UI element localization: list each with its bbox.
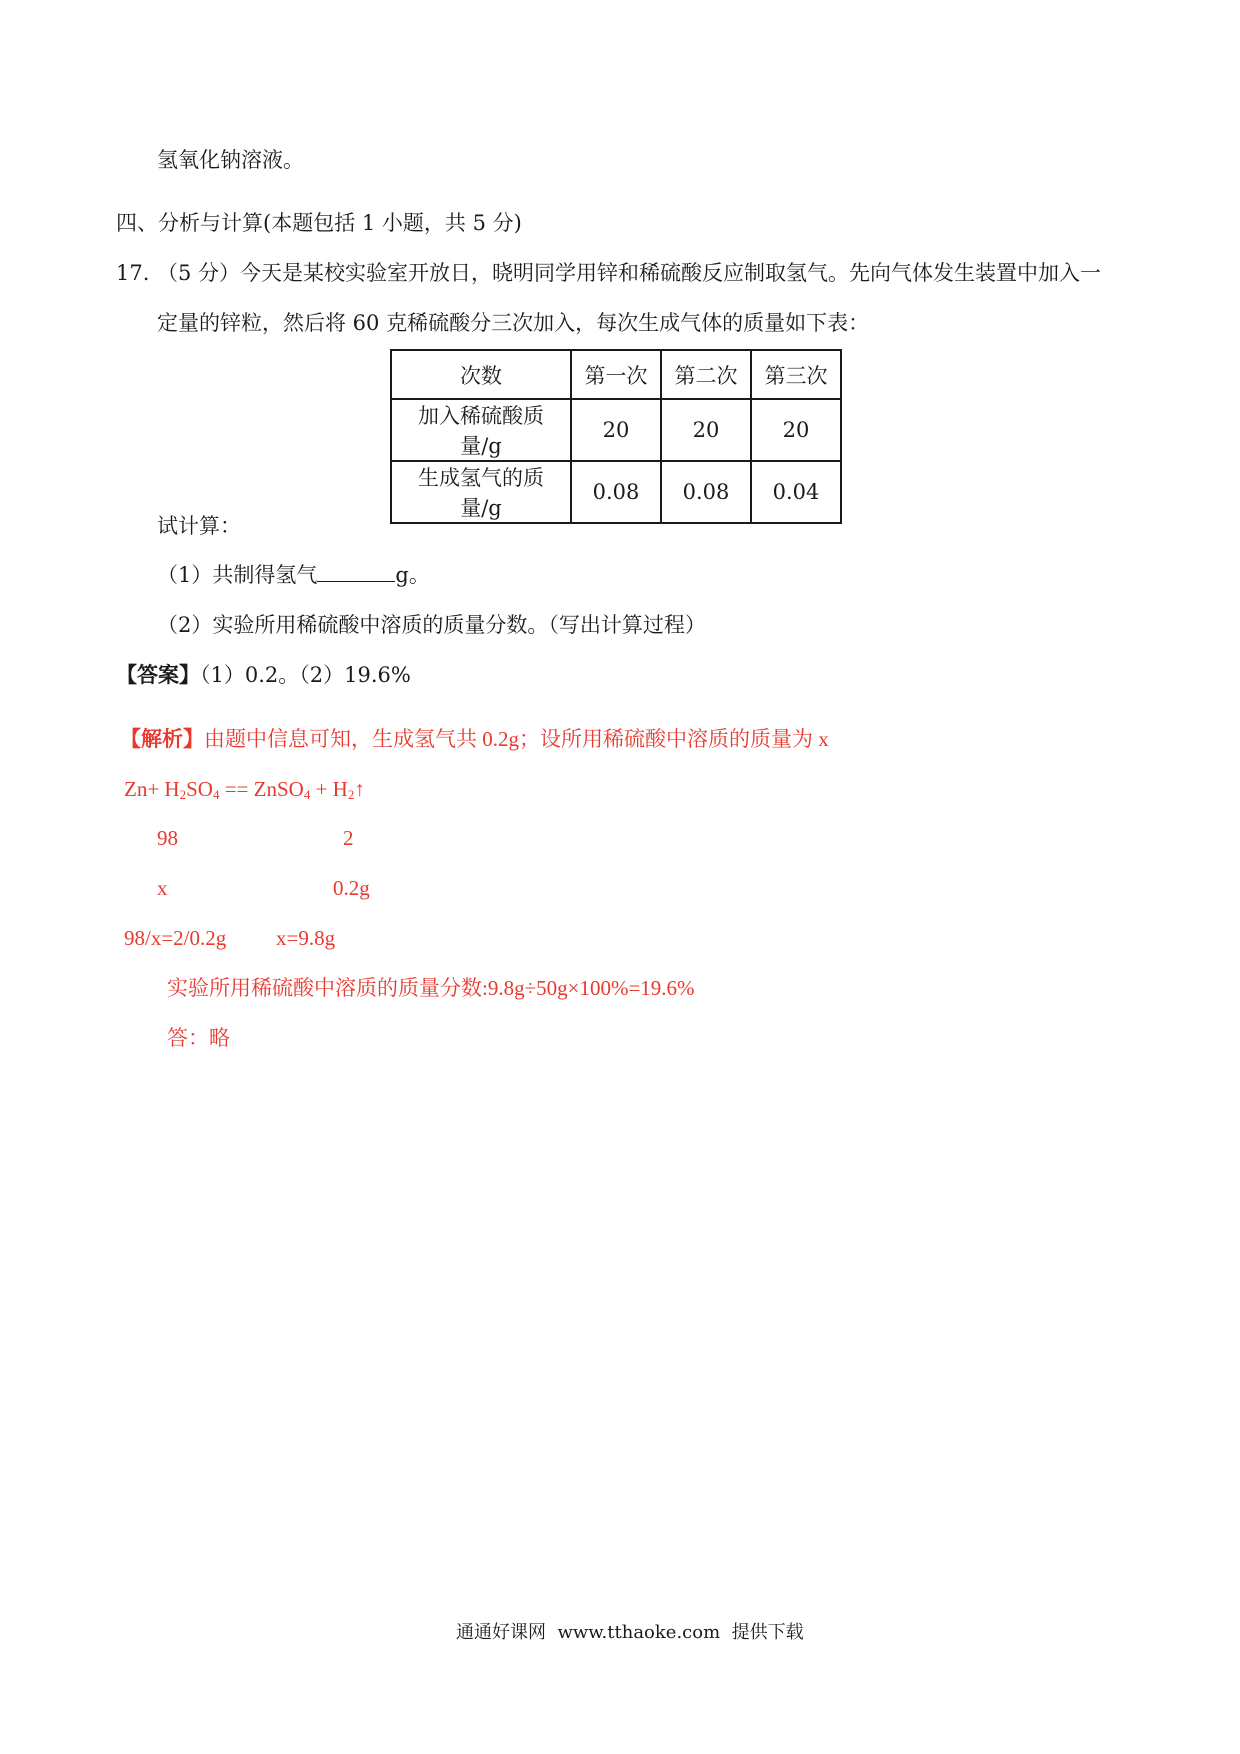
section-heading: 四、分析与计算(本题包括 1 小题，共 5 分) — [116, 211, 522, 235]
table-header-cell: 第一次 — [571, 350, 661, 399]
stoich-row-2-right: 0.2g — [333, 876, 370, 900]
table-header-cell: 次数 — [391, 350, 571, 399]
mass-fraction-line: 实验所用稀硫酸中溶质的质量分数:9.8g÷50g×100%=19.6% — [167, 976, 695, 1000]
equation-subscript: 4 — [303, 787, 311, 802]
equation-part: SO — [186, 777, 213, 801]
table-row — [391, 350, 841, 399]
ratio-result: x=9.8g — [276, 926, 336, 950]
table-row — [391, 461, 841, 523]
answer-blank — [317, 561, 395, 582]
sub-question-1 — [157, 561, 430, 589]
analysis-label: 【解析】 — [120, 727, 204, 751]
question-number: 17. — [116, 261, 150, 285]
table-cell: 20 — [571, 399, 661, 461]
answer-line — [116, 661, 411, 689]
top-line: 氢氧化钠溶液。 — [157, 148, 304, 172]
analysis-line — [120, 725, 829, 753]
equation-subscript: 2 — [347, 787, 355, 802]
table-header-cell: 第二次 — [661, 350, 751, 399]
footer-suffix: 提供下载 — [731, 1622, 804, 1643]
chemical-equation — [124, 775, 365, 809]
data-table — [390, 349, 842, 524]
question-line-1: （5 分）今天是某校实验室开放日，晓明同学用锌和稀硫酸反应制取氢气。先向气体发生装置中加入一 — [157, 261, 1102, 285]
table-row — [391, 399, 841, 461]
stoich-row-2-left: x — [157, 876, 168, 900]
equation-subscript: 4 — [212, 787, 220, 802]
answer-label: 【答案】 — [116, 662, 200, 687]
conclusion-line: 答：略 — [167, 1026, 230, 1050]
calc-prompt: 试计算： — [157, 514, 241, 538]
stoich-row-1-right: 2 — [343, 826, 354, 850]
table-cell: 生成氢气的质量/g — [391, 461, 571, 523]
ratio-equation: 98/x=2/0.2g — [124, 926, 227, 950]
table-header-cell: 第三次 — [751, 350, 841, 399]
table-cell: 0.08 — [661, 461, 751, 523]
answer-text: （1）0.2。（2）19.6% — [200, 663, 411, 687]
analysis-intro: 由题中信息可知，生成氢气共 0.2g；设所用稀硫酸中溶质的质量为 x — [204, 727, 829, 751]
table-cell: 0.08 — [571, 461, 661, 523]
up-arrow-icon: ↑ — [354, 777, 365, 801]
stoich-row-1-left: 98 — [157, 826, 178, 850]
table-cell: 0.04 — [751, 461, 841, 523]
sub-question-1-prefix: （1）共制得氢气 — [157, 563, 318, 587]
equation-part: Zn+ H — [124, 777, 180, 801]
question-line-2: 定量的锌粒，然后将 60 克稀硫酸分三次加入，每次生成气体的质量如下表： — [157, 311, 870, 335]
footer-site-name: 通通好课网 — [456, 1622, 546, 1643]
equation-part: == ZnSO — [219, 777, 304, 801]
table-cell: 加入稀硫酸质量/g — [391, 399, 571, 461]
footer-url[interactable]: www.tthaoke.com — [557, 1622, 721, 1643]
sub-question-1-suffix: g。 — [395, 563, 430, 587]
table-cell: 20 — [751, 399, 841, 461]
sub-question-2: （2）实验所用稀硫酸中溶质的质量分数。（写出计算过程） — [157, 613, 706, 637]
equation-part: + H — [310, 777, 348, 801]
footer — [456, 1618, 804, 1644]
table-cell: 20 — [661, 399, 751, 461]
equation-subscript: 2 — [179, 787, 187, 802]
